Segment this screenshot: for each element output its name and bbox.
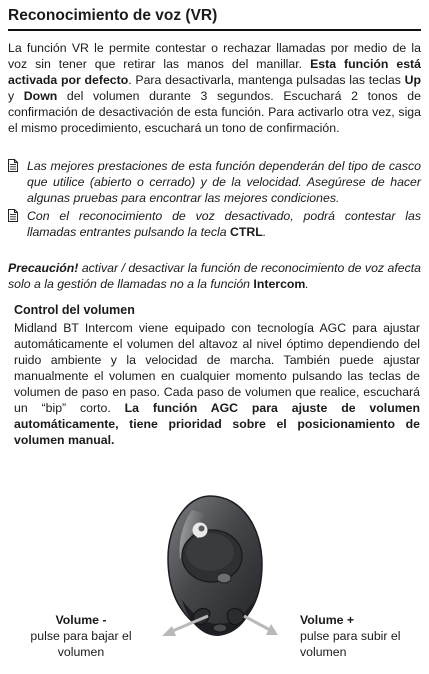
intro-text-7: del volumen durante 3 segundos. Escuchará 2 tonos de confirmación de desactivación de esta función. Para activarlo otra vez, siga el mismo procedimiento, escuchará un tono de confirmación. bbox=[8, 89, 421, 135]
arrow-volume-down bbox=[162, 616, 208, 636]
section-title: Reconocimiento de voz (VR) bbox=[8, 7, 218, 24]
note-text bbox=[27, 208, 421, 240]
volume-agc-priority: La función AGC para ajuste de volumen automáticamente, tiene prioridad sobre el posicionamiento de volumen manual. bbox=[14, 401, 420, 447]
volume-down-text: pulse para bajar el bbox=[30, 629, 132, 643]
pointer-arrows bbox=[150, 600, 290, 650]
note-text-a: Con el reconocimiento de voz desactivado, podrá contestar las llamadas entrantes pulsando la tecla bbox=[27, 209, 421, 239]
volume-up-caption bbox=[300, 612, 418, 660]
volume-up-text: pulse para subir el bbox=[300, 629, 401, 643]
note-text-c: . bbox=[262, 225, 267, 239]
intro-key-up: Up bbox=[404, 73, 421, 87]
volume-down-text-2: volumen bbox=[57, 645, 105, 659]
arrow-volume-up bbox=[244, 616, 278, 635]
caution-text: activar / desactivar la función de reconocimiento de voz afecta solo a la gestión de llamadas no a la función bbox=[8, 261, 421, 291]
note-icon bbox=[8, 159, 18, 172]
volume-down-label: Volume - bbox=[55, 613, 107, 627]
intro-paragraph bbox=[8, 40, 421, 136]
note-key-ctrl: CTRL bbox=[230, 225, 263, 239]
note-text: Las mejores prestaciones de esta función dependerán del tipo de casco que utilice (abierto o cerrado) y de la velocidad. Asegúrese de hacer algunas pruebas para encontrar las mejores condiciones. bbox=[27, 159, 421, 205]
caution-text-end: . bbox=[305, 277, 309, 291]
volume-down-caption bbox=[22, 612, 140, 660]
volume-body-text: Midland BT Intercom viene equipado con tecnología AGC para ajustar automáticamente el volumen del altavoz al nivel óptimo dependiendo del ruido ambiente y la velocidad de marcha. También puede ajustar manualmente el volumen en cualquier momento pulsando las teclas de volumen de paso en paso. Cada paso de volumen que realice, escuchará un “bip” corto. bbox=[14, 321, 420, 415]
volume-up-text-2: volumen bbox=[300, 645, 347, 659]
caution-label: Precaución! bbox=[8, 261, 79, 275]
title-rule bbox=[8, 29, 421, 31]
intro-text-3: . Para desactivarla, mantenga pulsadas las teclas bbox=[128, 73, 405, 87]
volume-heading: Control del volumen bbox=[14, 303, 135, 317]
caution-paragraph bbox=[8, 260, 421, 292]
intro-default-active: Esta función está activada por defecto bbox=[8, 57, 421, 87]
note-item bbox=[8, 158, 421, 206]
center-button[interactable] bbox=[217, 573, 231, 583]
volume-up-label: Volume + bbox=[300, 613, 355, 627]
note-item bbox=[8, 208, 421, 240]
intro-text-1: La función VR le permite contestar o rechazar llamadas por medio de la voz sin tener que retirar las manos del manillar. bbox=[8, 41, 421, 71]
caution-intercom: Intercom bbox=[253, 277, 306, 291]
volume-paragraph bbox=[14, 320, 420, 448]
intro-key-down: Down bbox=[23, 89, 58, 103]
note-icon bbox=[8, 209, 18, 222]
ctrl-button-face bbox=[186, 533, 234, 571]
intro-text-5: y bbox=[8, 89, 24, 103]
